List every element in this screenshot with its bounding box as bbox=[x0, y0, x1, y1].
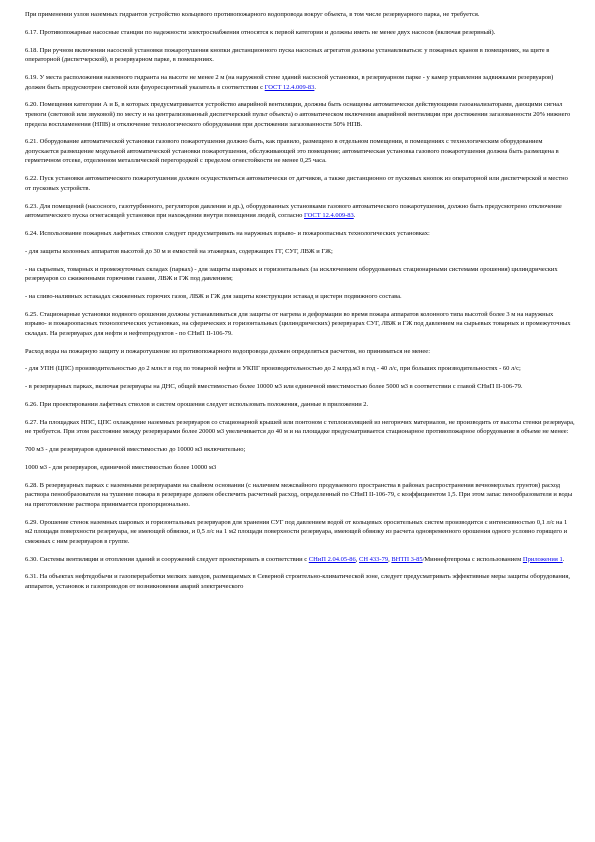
paragraph-text: Расход воды на пожарную защиту и пожаротушение из противопожарного водопровода должен определяться расчетом, но приниматься не менее: bbox=[25, 347, 431, 355]
paragraph-text: 1000 м3 - для резервуаров, единичной вместимостью более 10000 м3 bbox=[25, 463, 217, 471]
paragraph-text: 6.21. Оборудование автоматической установки газового пожаротушения должно быть, как правило, размещено в отдельном помещении, в помещениях с технологическим оборудованием допускается размещение модульной автоматической установки пожаротушения, обслуживающей это помещение; автоматическая установка газового пожаротушения должна быть размещена в герметичном отсеке, отделенном металлической перегородкой с пределом огнестойкости не менее 0,25 часа. bbox=[25, 138, 559, 165]
paragraph bbox=[25, 202, 575, 221]
paragraph-text: - для УПН (ЦПС) производительностью до 2 млн.т в год по товарной нефти и УКПГ производительностью до 2 млрд.м3 в год - 40 л/с, при больших производительностях - 60 л/с; bbox=[25, 365, 521, 373]
reference-link[interactable]: ВНТП 3-85 bbox=[391, 555, 423, 563]
paragraph bbox=[25, 481, 575, 510]
paragraph-text: 6.28. В резервуарных парках с наземными резервуарами на свайном основании (с наличием межсвайного продуваемого пространства в районах распространения вечномерзлых грунтов) расход раствора пенообразователя на тушение пожара в резервуаре должен обеспечить расчетный расход, определенный по СНиП II-106-79, с коэффициентом 1,5. При этом запас пенообразователя и воды на приготовление раствора принимается пропорционально. bbox=[25, 481, 573, 508]
paragraph-text: - в резервуарных парках, включая резервуары на ДНС, общей вместимостью более 10000 м3 или единичной вместимостью более 5000 м3 в соответствии с главой СНиП II-106-79. bbox=[25, 383, 523, 391]
paragraph-text: 6.29. Орошение стенок наземных шаровых и горизонтальных резервуаров для хранения СУГ под давлением водой от кольцевых оросительных систем производится с интенсивностью 0,1 л/с на 1 м2 площади поверхности резервуара, не имеющей обвязки, и 0,5 л/с на 1 м2 площади поверхности резервуара, имеющей обвязку из расчета одновременного орошения одного условно горящего и смежных с ним резервуаров в группе. bbox=[25, 518, 568, 545]
paragraph-text: 6.19. У места расположения наземного гидранта на высоте не менее 2 м (на наружной стене зданий насосной установки, в резервуарном парке - у камер управления задвижками резервуаров) должен быть предусмотрен световой или флуоресцентный указатель в соответствии с bbox=[25, 73, 554, 91]
paragraph-text: При применении узлов наземных гидрантов устройство кольцевого противопожарного водопровода вокруг объекта, в том числе резервуарного парка, не требуется. bbox=[25, 11, 480, 18]
paragraph-text: 6.17. Противопожарные насосные станции по надежности электроснабжения относятся к первой категории и должны иметь не менее двух насосов (включая резервный). bbox=[25, 28, 496, 36]
paragraph bbox=[25, 310, 575, 339]
paragraph-text: 6.25. Стационарные установки водяного орошения должны устанавливаться для защиты от нагрева и деформации во время пожара аппаратов колонного типа высотой более 3 м на наружных взрыво- и пожароопасных технологических установках, на сферических и горизонтальных (цилиндрических) резервуарах СУГ, ЛВЖ и ГЖ под давлением на сырьевых товарных и промежуточных складах. На резервуарах для нефти и нефтепродуктов - по СНиП II-106-79. bbox=[25, 310, 571, 337]
paragraph bbox=[25, 73, 575, 92]
paragraph-text: 6.31. На объектах нефтедобычи и газопереработки мелких заводов, размещаемых в Северной строительно-климатической зоне, следует предусматривать эффективные меры защиты оборудования, аппаратов, установок и газопроводов от возникновения аварий электрического bbox=[25, 573, 570, 591]
paragraph bbox=[25, 265, 575, 284]
paragraph bbox=[25, 46, 575, 65]
paragraph bbox=[25, 28, 575, 38]
paragraph-text: /Миннефтепрома с использованием bbox=[422, 555, 523, 563]
paragraph bbox=[25, 463, 575, 473]
paragraph-text: 6.26. При проектировании лафетных стволов и систем орошения следует использовать положения, данные в приложении 2. bbox=[25, 401, 369, 409]
paragraph bbox=[25, 247, 575, 257]
paragraph bbox=[25, 518, 575, 547]
paragraph-text: , bbox=[388, 555, 392, 563]
paragraph bbox=[25, 555, 575, 565]
paragraph bbox=[25, 572, 575, 591]
paragraph bbox=[25, 292, 575, 302]
paragraph-text: 6.27. На площадках НПС, ЦПС охлаждение наземных резервуаров со стационарной крышей или понтоном с теплоизоляцией из негорючих материалов, не производить от высоты стенки резервуара, не требуется. При этом расстояние между резервуарами более 20000 м3 увеличивается до 40 м и на площадке предусматривается стационарное противопожарное оборудование в объеме не менее: bbox=[25, 418, 575, 436]
paragraph-text: 6.24. Использование пожарных лафетных стволов следует предусматривать на наружных взрыво- и пожароопасных технологических установках: bbox=[25, 230, 430, 237]
paragraph bbox=[25, 400, 575, 410]
paragraph bbox=[25, 229, 575, 239]
paragraph-text: - на сырьевых, товарных и промежуточных складах (парках) - для защиты шаровых и горизонтальных (за исключением оборудованных стационарными системами орошения) цилиндрических резервуаров со сжиженными горючими газами, ЛВЖ и ГЖ под давлением; bbox=[25, 265, 558, 283]
paragraph bbox=[25, 382, 575, 392]
paragraph-text: . bbox=[353, 212, 356, 220]
paragraph-text: , bbox=[355, 555, 360, 563]
reference-link[interactable]: ГОСТ 12.4.009-83 bbox=[264, 83, 315, 91]
paragraph bbox=[25, 174, 575, 193]
paragraph bbox=[25, 347, 575, 357]
paragraph-text: 6.18. При ручном включении насосной установки пожаротушения кнопки дистанционного пуска насосных агрегатов должны устанавливаться: у пожарных кранов в помещениях, на щите в операторной (диспетчерской), в резервуарном парке, в помещениях. bbox=[25, 46, 550, 64]
reference-link[interactable]: СНиП 2.04.05-86 bbox=[308, 555, 356, 563]
paragraph-text: 6.20. Помещения категории А и Б, в которых предусматривается устройство аварийной вентиляции, должны быть оснащены автоматически действующими газоанализаторами, дающими сигнал тревоги (световой или звуковой) по месту и на централизованный диспетчерский пульт объекта) о автоматическом включении аварийной вентиляции при достижении загазованности 20% нижнего предела воспламенения (НПВ) и отключение технологического оборудования при достижении загазованности 50% НПВ. bbox=[25, 101, 571, 128]
document-page bbox=[25, 10, 575, 600]
paragraph bbox=[25, 364, 575, 374]
paragraph bbox=[25, 100, 575, 129]
paragraph bbox=[25, 445, 575, 455]
paragraph-text: 6.22. Пуск установки автоматического пожаротушения должен осуществляться автоматически от датчиков, а также дистанционно от пусковых кнопок из операторной или диспетчерской и местно от пусковых устройств. bbox=[25, 175, 568, 192]
paragraph-text: - на сливо-наливных эстакадах сжиженных горючих газов, ЛВЖ и ГЖ для защиты конструкции эстакад и цистерн подвижного состава. bbox=[25, 292, 402, 300]
paragraph bbox=[25, 10, 575, 20]
paragraph bbox=[25, 418, 575, 437]
paragraph bbox=[25, 137, 575, 166]
paragraph-text: 700 м3 - для резервуаров единичной вместимостью до 10000 м3 включительно; bbox=[25, 446, 246, 454]
reference-link[interactable]: ГОСТ 12.4.009-83 bbox=[304, 212, 354, 220]
paragraph-text: . bbox=[314, 83, 317, 91]
reference-link[interactable]: СН 433-79 bbox=[359, 555, 389, 563]
reference-link[interactable]: Приложения 1 bbox=[522, 555, 563, 563]
paragraph-text: 6.30. Системы вентиляции и отопления зданий и сооружений следует проектировать в соответствии с bbox=[25, 555, 309, 563]
paragraph-text: . bbox=[562, 555, 565, 563]
paragraph-text: 6.23. Для помещений (насосного, газотурбинного, регуляторов давления и др.), оборудованных установками газового автоматического пожаротушения, должно быть предусмотрено отключение автоматического пуска огнегасящей установки при нахождении внутри помещения людей, согласно bbox=[25, 202, 562, 220]
paragraph-text: - для защиты колонных аппаратов высотой до 30 м и емкостей на этажерках, содержащих ГГ, СУГ, ЛВЖ и ГЖ; bbox=[25, 247, 333, 255]
